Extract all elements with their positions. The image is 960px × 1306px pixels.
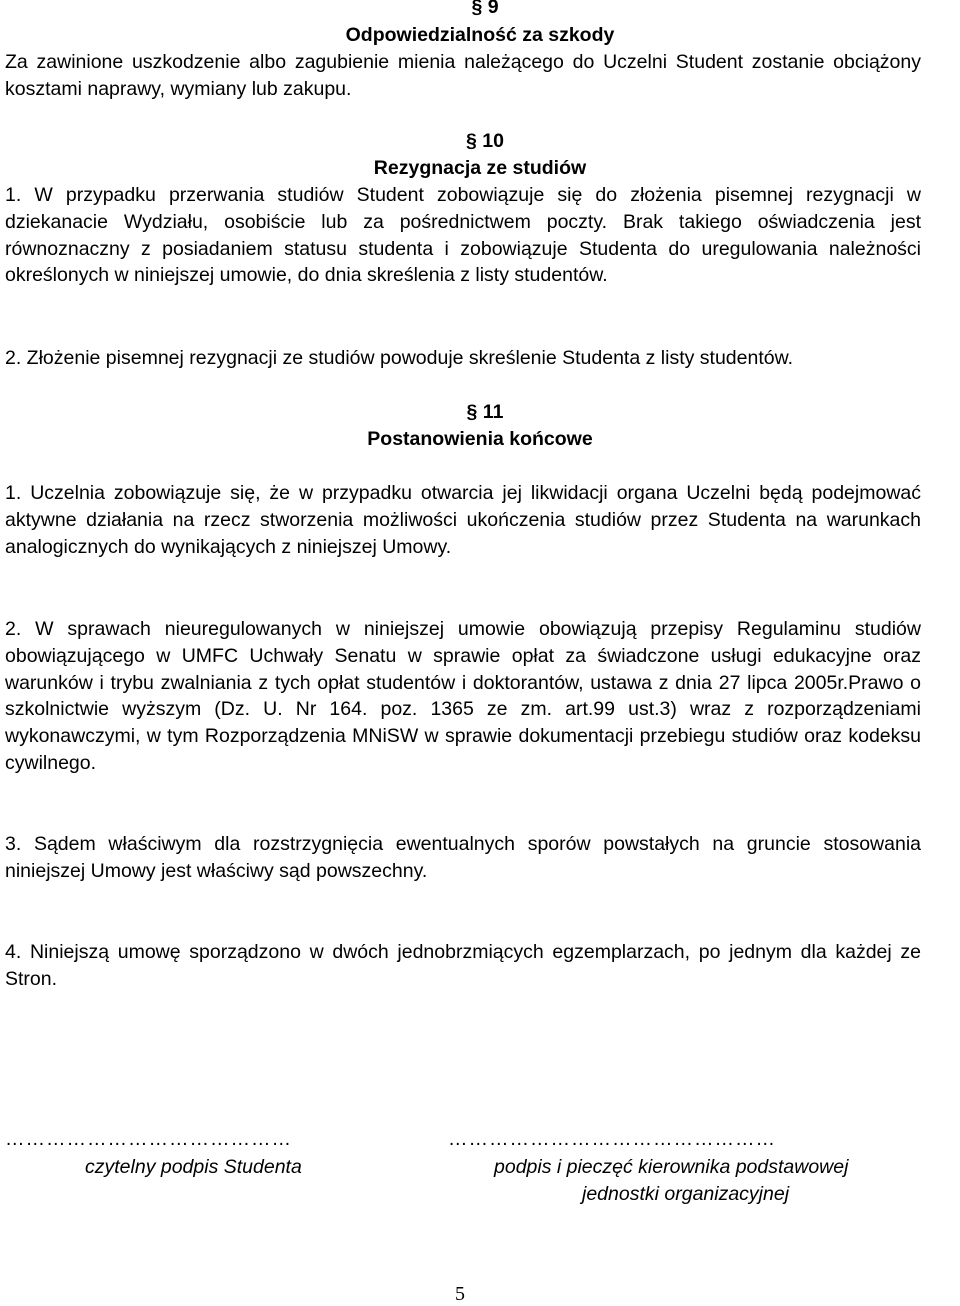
section-10-paragraph-2: 2. Złożenie pisemnej rezygnacji ze studiów powoduje skreślenie Studenta z listy studentów. — [5, 347, 794, 369]
student-signature-label: czytelny podpis Studenta — [85, 1156, 302, 1178]
section-10-number: § 10 — [466, 130, 504, 152]
section-11-paragraph-2: 2. W sprawach nieuregulowanych w niniejszej umowie obowiązują przepisy Regulaminu studiów obowiązującego w UMFC Uchwały Senatu w sprawie opłat za świadczone usługi edukacyjne oraz warunków i trybu zwalniania z tych opłat studentów i doktorantów, ustawa z dnia 27 lipca 2005r.Prawo o szkolnictwie wyższym (Dz. U. Nr 164. poz. 1365 ze zm. art.99 ust.3) wraz z rozporządzeniami wykonawczymi, w tym Rozporządzenia MNiSW w sprawie dokumentacji przebiegu studiów oraz kodeksu cywilnego. — [5, 618, 921, 774]
section-10-paragraph-1: 1. W przypadku przerwania studiów Student zobowiązuje się do złożenia pisemnej rezygnacji w dziekanacie Wydziału, osobiście lub za pośrednictwem poczty. Brak takiego oświadczenia jest równoznaczny z posiadaniem statusu studenta i zobowiązuje Studenta do uregulowania należności określonych w niniejszej umowie, do dnia skreślenia z listy studentów. — [5, 184, 921, 287]
section-9-title: Odpowiedzialność za szkody — [345, 24, 615, 46]
student-signature-line: …………………………………… — [5, 1128, 292, 1150]
section-9-number: § 9 — [471, 0, 499, 18]
director-signature-line: ………………………………………… — [448, 1128, 776, 1150]
director-signature-label-line-1: podpis i pieczęć kierownika podstawowej — [494, 1156, 849, 1178]
section-11-number: § 11 — [466, 401, 504, 423]
director-signature-label-line-2: jednostki organizacyjnej — [582, 1183, 790, 1205]
section-11-paragraph-4: 4. Niniejszą umowę sporządzono w dwóch jednobrzmiących egzemplarzach, po jednym dla każdej ze Stron. — [5, 941, 921, 990]
section-10-title: Rezygnacja ze studiów — [373, 157, 587, 179]
page-number: 5 — [455, 1283, 465, 1305]
section-11-paragraph-1: 1. Uczelnia zobowiązuje się, że w przypadku otwarcia jej likwidacji organa Uczelni będą podejmować aktywne działania na rzecz stworzenia możliwości ukończenia studiów przez Studenta na warunkach analogicznych do wynikających z niniejszej Umowy. — [5, 482, 921, 558]
section-11-paragraph-3: 3. Sądem właściwym dla rozstrzygnięcia ewentualnych sporów powstałych na gruncie stosowania niniejszej Umowy jest właściwy sąd powszechny. — [5, 833, 921, 882]
section-9-text: Za zawinione uszkodzenie albo zagubienie mienia należącego do Uczelni Student zostanie obciążony kosztami naprawy, wymiany lub zakupu. — [5, 51, 921, 100]
section-11-title: Postanowienia końcowe — [367, 428, 593, 450]
